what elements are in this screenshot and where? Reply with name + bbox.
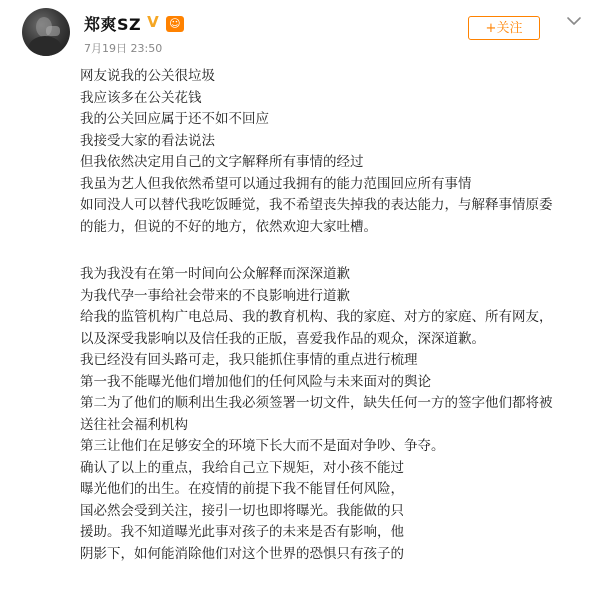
post-text-line: 的能力，但说的不好的地方，依然欢迎大家吐槽。 xyxy=(80,218,377,235)
chevron-down-icon[interactable] xyxy=(565,12,583,30)
post-text-line: 国必然会受到关注，接引一切也即将曝光。我能做的只 xyxy=(80,502,404,519)
username-link[interactable]: 郑爽SZ xyxy=(84,14,142,34)
post-text-line: 第一我不能曝光他们增加他们的任何风险与未来面对的舆论 xyxy=(80,373,431,390)
post-header xyxy=(0,0,600,72)
vip-member-icon: ☺ xyxy=(166,16,184,32)
post-text-line: 第二为了他们的顺利出生我必须签署一切文件，缺失任何一方的签字他们都将被 xyxy=(80,395,553,411)
post-text-line: 我应该多在公关花钱 xyxy=(80,89,202,106)
name-row xyxy=(84,12,184,34)
post-text-line: 第三让他们在足够安全的环境下长大而不是面对争吵、争夺。 xyxy=(80,438,445,454)
post-text-line: 援助。我不知道曝光此事对孩子的未来是否有影响，他 xyxy=(80,524,404,540)
post-text-line: 以及深受我影响以及信任我的正版，喜爱我作品的观众，深深道歉。 xyxy=(80,330,485,347)
post-text-line: 送往社会福利机构 xyxy=(80,416,188,433)
post-text-line: 阴影下，如何能消除他们对这个世界的恐惧只有孩子的 xyxy=(80,545,404,562)
avatar[interactable] xyxy=(22,8,70,56)
post-text-line: 网友说我的公关很垃圾 xyxy=(80,68,215,84)
paragraph-gap xyxy=(80,238,585,264)
post-text-line: 给我的监管机构广电总局、我的教育机构、我的家庭、对方的家庭、所有网友， xyxy=(80,309,553,325)
post-text-line: 我接受大家的看法说法 xyxy=(80,132,215,149)
post-text-line: 曝光他们的出生。在疫情的前提下我不能冒任何风险， xyxy=(80,481,404,497)
post-text-line: 我的公关回应属于还不如不回应 xyxy=(80,111,269,127)
post-text-line: 我已经没有回头路可走，我只能抓住事情的重点进行梳理 xyxy=(80,352,418,368)
post-text-line: 为我代孕一事给社会带来的不良影响进行道歉 xyxy=(80,287,350,304)
badges xyxy=(147,14,184,32)
post-text-line: 我虽为艺人但我依然希望可以通过我拥有的能力范围回应所有事情 xyxy=(80,175,472,192)
post-timestamp[interactable]: 7月19日 23:50 xyxy=(84,42,163,55)
post-text-line: 我为我没有在第一时间向公众解释而深深道歉 xyxy=(80,266,350,282)
post-content xyxy=(80,66,585,565)
avatar-hand-shape xyxy=(46,26,60,36)
verified-v-icon: V xyxy=(147,13,159,31)
post-text-line: 如同没人可以替代我吃饭睡觉，我不希望丧失掉我的表达能力，与解释事情原委 xyxy=(80,197,553,213)
follow-button[interactable]: +关注 xyxy=(468,16,540,40)
post-text-line: 但我依然决定用自己的文字解释所有事情的经过 xyxy=(80,154,364,170)
post-text-line: 确认了以上的重点，我给自己立下规矩，对小孩不能过 xyxy=(80,459,404,476)
avatar-body-shape xyxy=(28,36,62,56)
